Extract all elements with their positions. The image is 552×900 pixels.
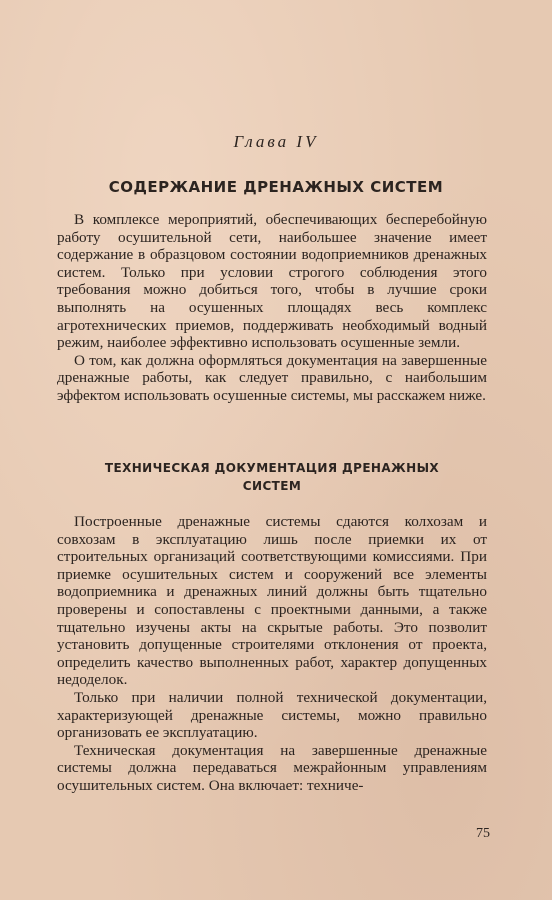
section-title [57,459,487,495]
chapter-label: Глава IV [233,132,319,151]
intro-text [57,211,487,405]
paragraph: Построенные дренажные системы сдаются колхозам и совхозам в эксплуатацию лишь после приемки их от строительных организаций соответствующими комиссиями. При приемке осушительных систем и сооружений все элементы водоприемника и дренажных линий должны быть тщательно проверены и сопоставлены с проектными данными, а также тщательно изучены акты на скрытые работы. Это позволит установить допущенные строителями отклонения от проекта, определить качество выполненных работ, характер допущенных недоделок. [57,513,487,689]
section-title-line: ТЕХНИЧЕСКАЯ ДОКУМЕНТАЦИЯ ДРЕНАЖНЫХ [104,461,440,475]
page-number: 75 [476,826,490,841]
paragraph: Только при наличии полной технической документации, характеризующей дренажные системы, можно правильно организовать ее эксплуатацию. [57,688,487,742]
paragraph: В комплексе мероприятий, обеспечивающих бесперебойную работу осушительной сети, наибольшее значение имеет содержание в образцовом состоянии водоприемников дренажных систем. Только при условии строгого соблюдения этого требования можно добиться того, чтобы в лучшие сроки выполнять на осушенных площадях весь комплекс агротехнических приемов, поддерживать необходимый водный режим, наиболее эффективно использовать осушенные земли. [57,211,487,352]
section-text [57,513,487,795]
paragraph: О том, как должна оформляться документация на завершенные дренажные работы, как следует правильно, с наибольшим эффектом использовать осушенные системы, мы расскажем ниже. [57,351,487,404]
chapter-title: СОДЕРЖАНИЕ ДРЕНАЖНЫХ СИСТЕМ [108,178,444,196]
section-title-line: СИСТЕМ [242,479,302,493]
paragraph: Техническая документация на завершенные дренажные системы должна передаваться межрайонным управлениям осушительных систем. Она включает: техниче- [57,741,487,794]
